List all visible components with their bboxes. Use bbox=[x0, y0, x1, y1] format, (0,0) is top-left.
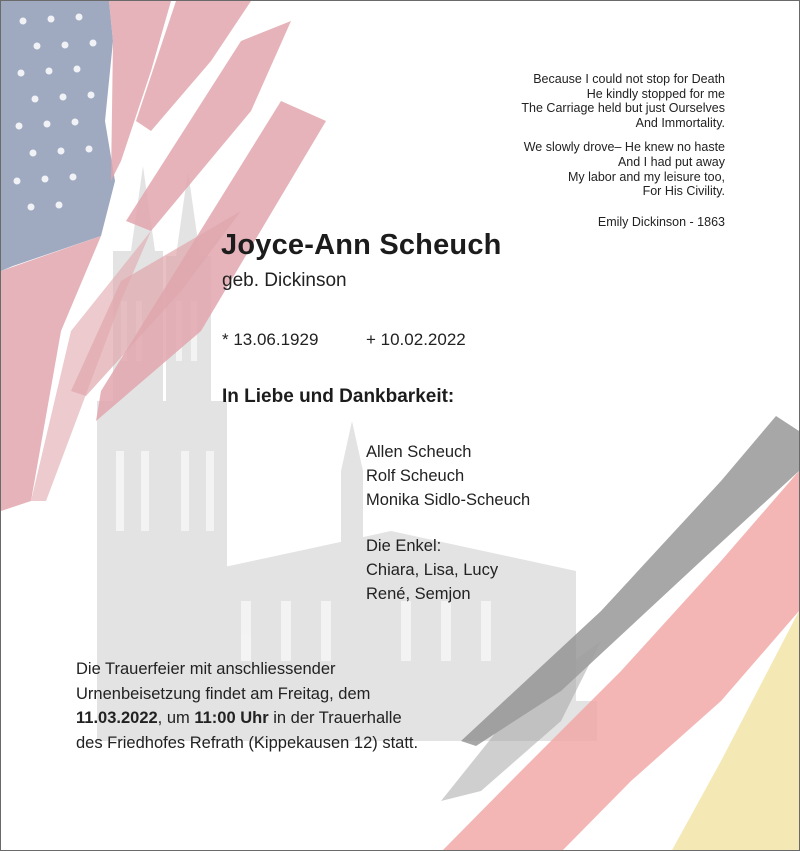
mourners-list bbox=[366, 440, 530, 606]
ceremony-notice bbox=[76, 657, 418, 755]
poem-line: And I had put away bbox=[617, 154, 725, 169]
grandchildren-label: Die Enkel: bbox=[366, 537, 442, 555]
ceremony-date: 11.03.2022 bbox=[76, 709, 158, 727]
grandchildren-names: Chiara, Lisa, Lucy bbox=[366, 561, 499, 579]
deceased-name: Joyce-Ann Scheuch bbox=[221, 229, 502, 261]
poem-line: My labor and my leisure too, bbox=[567, 169, 725, 184]
poem-line: He kindly stopped for me bbox=[586, 86, 725, 101]
mourner-name: Monika Sidlo-Scheuch bbox=[366, 491, 531, 509]
poem-line: We slowly drove– He knew no haste bbox=[523, 140, 725, 155]
poem-line: For His Civility. bbox=[642, 184, 725, 199]
ceremony-line: 11.03.2022, um 11:00 Uhr in der Trauerhalle bbox=[76, 709, 402, 727]
poem-line: Because I could not stop for Death bbox=[533, 72, 725, 86]
poem-author: Emily Dickinson - 1863 bbox=[597, 214, 725, 229]
ceremony-line: Urnenbeisetzung findet am Freitag, dem bbox=[76, 684, 371, 703]
poem-line: The Carriage held but just Ourselves bbox=[521, 101, 725, 116]
ceremony-line: des Friedhofes Refrath (Kippekausen 12) statt. bbox=[76, 733, 419, 752]
ceremony-line: Die Trauerfeier mit anschliessender bbox=[76, 660, 336, 678]
poem bbox=[395, 72, 725, 229]
ceremony-time: 11:00 Uhr bbox=[194, 709, 269, 727]
poem-stanza-2 bbox=[395, 140, 725, 198]
maiden-name: geb. Dickinson bbox=[222, 270, 347, 291]
mourner-name: Allen Scheuch bbox=[366, 443, 472, 461]
death-date: + 10.02.2022 bbox=[366, 330, 466, 349]
poem-line: And Immortality. bbox=[635, 115, 725, 130]
poem-stanza-1 bbox=[395, 72, 725, 130]
grandchildren-names: René, Semjon bbox=[366, 585, 471, 603]
dedication-heading: In Liebe und Dankbarkeit: bbox=[222, 386, 455, 407]
birth-date: * 13.06.1929 bbox=[222, 330, 319, 349]
mourner-name: Rolf Scheuch bbox=[366, 467, 465, 485]
